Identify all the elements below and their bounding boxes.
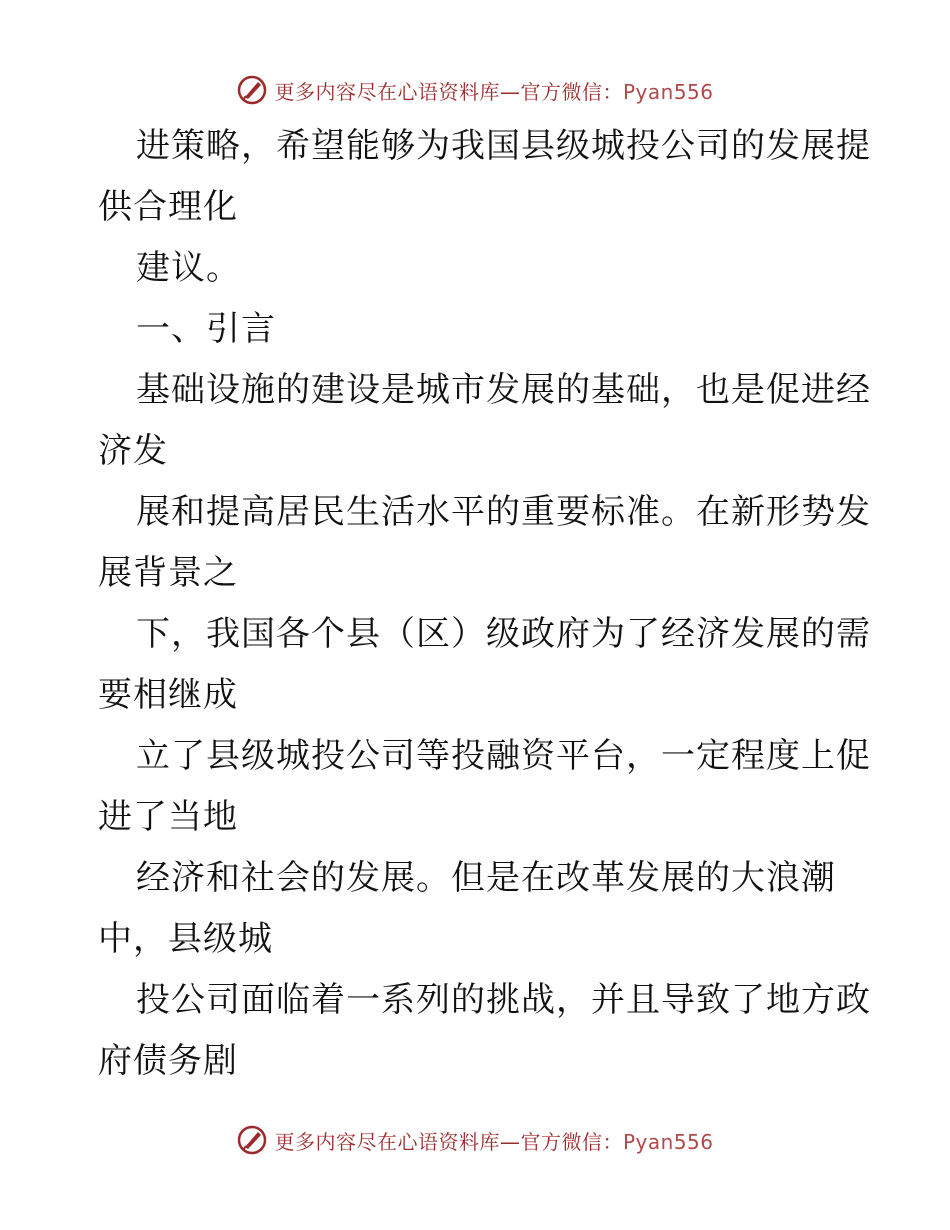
document-body [0,118,950,1094]
text-line: 中，县级城 [98,919,273,959]
watermark-text [274,76,713,105]
text-line: 要相继成 [98,675,238,715]
quill-logo-icon [236,1124,268,1156]
text-line: 进了当地 [98,797,238,837]
watermark-inner [236,1124,713,1156]
text-line: 建议。 [136,248,241,288]
watermark-id: Pyan556 [622,1129,714,1154]
quill-logo-icon [236,74,268,106]
watermark-label: 更多内容尽在心语资料库—官方微信： [274,1129,623,1154]
watermark-id: Pyan556 [622,79,714,104]
text-line: 展背景之 [98,553,238,593]
footer-watermark [0,1120,950,1160]
text-line: 立了县级城投公司等投融资平台，一定程度上促 [136,736,871,776]
text-line: 投公司面临着一系列的挑战，并且导致了地方政 [136,980,871,1020]
text-line: 济发 [98,431,168,471]
text-line: 一、引言 [136,309,276,349]
watermark-label: 更多内容尽在心语资料库—官方微信： [274,79,623,104]
text-line: 基础设施的建设是城市发展的基础，也是促进经 [136,370,871,410]
text-line: 供合理化 [98,187,238,227]
header-watermark [0,70,950,110]
watermark-inner [236,74,713,106]
text-line: 展和提高居民生活水平的重要标准。在新形势发 [136,492,871,532]
text-line: 下，我国各个县（区）级政府为了经济发展的需 [136,614,871,654]
text-line: 经济和社会的发展。但是在改革发展的大浪潮 [136,858,836,898]
text-line: 进策略，希望能够为我国县级城投公司的发展提 [136,126,871,166]
text-line: 府债务剧 [98,1041,238,1081]
watermark-text [274,1126,713,1155]
